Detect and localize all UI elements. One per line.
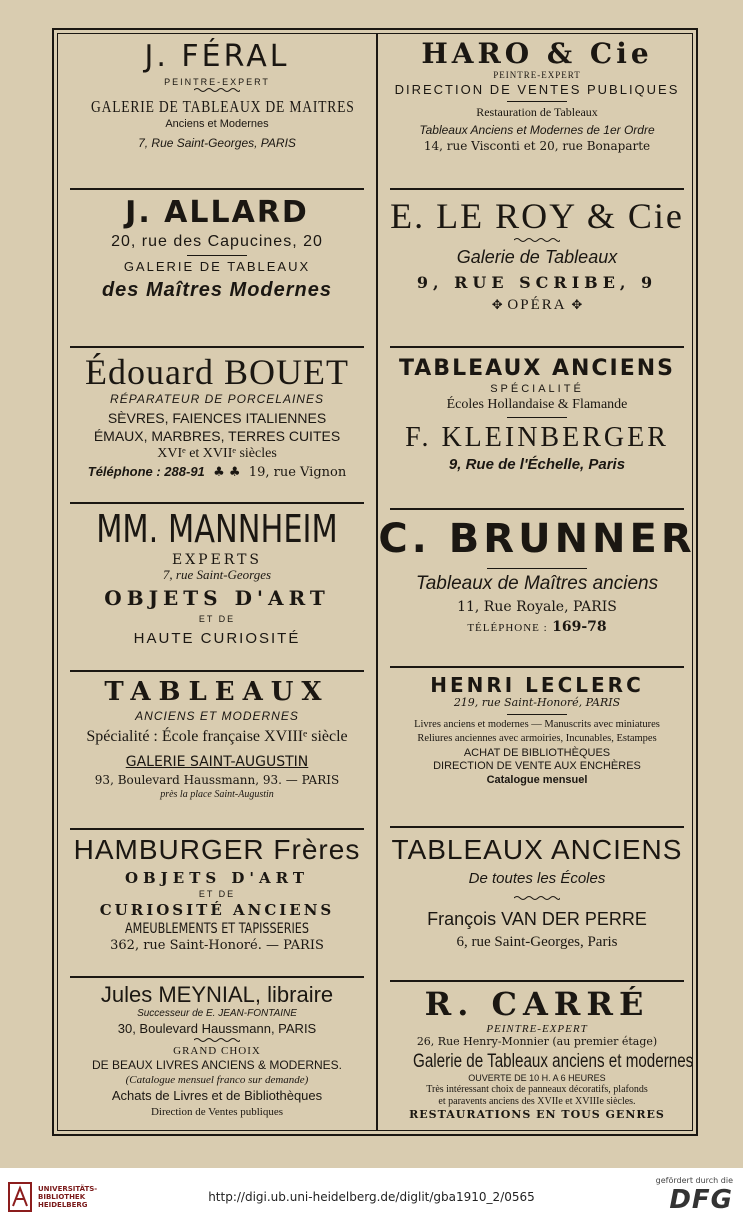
hamburger-objects: OBJETS D'ART	[124, 869, 310, 888]
short-rule	[507, 101, 567, 102]
meynial-name: Jules MEYNIAL, libraire	[100, 982, 334, 1007]
tableaux-title: TABLEAUX	[104, 678, 330, 707]
divider-rule	[70, 828, 364, 830]
divider-rule	[390, 980, 684, 982]
short-rule	[187, 255, 247, 256]
feral-address: 7, Rue Saint-Georges, PARIS	[138, 136, 296, 151]
bouet-line3: XVIᵉ et XVIIᵉ siècles	[157, 446, 277, 462]
wavy-ornament	[514, 895, 560, 901]
feral-gallery: GALERIE DE TABLEAUX DE MAITRES	[90, 96, 355, 116]
leclerc-line5: Catalogue mensuel	[486, 774, 588, 787]
ad-feral	[58, 38, 376, 188]
hamburger-et: ET DE	[198, 889, 236, 900]
meynial-books: DE BEAUX LIVRES ANCIENS & MODERNES.	[91, 1058, 343, 1073]
haro-direction: DIRECTION DE VENTES PUBLIQUES	[394, 81, 680, 97]
leroy-address: 9, RUE SCRIBE, 9	[416, 273, 658, 293]
wavy-ornament	[514, 237, 560, 243]
mannheim-name: MM. MANNHEIM	[96, 508, 338, 551]
kleinberger-name: F. KLEINBERGER	[405, 422, 669, 454]
brunner-name: C. BRUNNER	[378, 516, 696, 562]
carre-address: 26, Rue Henry-Monnier (au premier étage)	[416, 1035, 658, 1049]
carre-name: R. CARRÉ	[424, 986, 650, 1023]
brunner-phone-label: TÉLÉPHONE :	[467, 621, 548, 634]
perre-sub: De toutes les Écoles	[468, 870, 606, 888]
haro-name: HARO & Cie	[421, 38, 653, 70]
sponsor-caption: gefördert durch die	[655, 1176, 733, 1185]
carre-screens: et paravents anciens des XVIIe et XVIIIe siècles.	[438, 1095, 636, 1107]
ad-mannheim	[58, 508, 376, 668]
leroy-name: E. LE ROY & Cie	[390, 196, 684, 236]
divider-rule	[70, 346, 364, 348]
divider-rule	[70, 976, 364, 978]
carre-gallery: Galerie de Tableaux anciens et modernes	[413, 1051, 694, 1073]
haro-restoration: Restauration de Tableaux	[476, 105, 598, 120]
brunner-sub: Tableaux de Maîtres anciens	[415, 573, 659, 594]
ad-carre	[378, 986, 696, 1130]
hamburger-furnish: AMEUBLEMENTS ET TAPISSERIES	[125, 921, 309, 938]
meynial-address: 30, Boulevard Haussmann, PARIS	[117, 1020, 317, 1036]
tableaux-sub: ANCIENS ET MODERNES	[135, 708, 299, 723]
ad-hamburger	[58, 834, 376, 976]
ad-leroy	[378, 196, 696, 346]
meynial-choice: GRAND CHOIX	[173, 1044, 261, 1057]
leclerc-name: HENRI LECLERC	[430, 674, 644, 697]
brunner-address: 11, Rue Royale, PARIS	[457, 598, 617, 615]
advertisement-frame	[52, 28, 698, 1136]
haro-address: 14, rue Visconti et 20, rue Bonaparte	[423, 139, 651, 154]
ad-bouet	[58, 352, 376, 500]
hamburger-name: HAMBURGER Frères	[73, 834, 361, 865]
perre-name: François VAN DER PERRE	[427, 909, 647, 930]
feral-sub: Anciens et Modernes	[165, 118, 269, 131]
leclerc-line3: ACHAT DE BIBLIOTHÈQUES	[463, 746, 611, 759]
left-column	[58, 34, 376, 1130]
leclerc-line4: DIRECTION DE VENTE AUX ENCHÈRES	[433, 760, 641, 773]
bouet-line1: SÈVRES, FAIENCES ITALIENNES	[107, 410, 327, 427]
ad-leclerc	[378, 674, 696, 824]
short-rule	[507, 714, 567, 715]
leclerc-line2: Reliures anciennes avec armoiries, Incunables, Estampes	[417, 732, 657, 744]
tableaux-address: 93, Boulevard Haussmann, 93. — PARIS	[94, 773, 340, 788]
library-line2: BIBLIOTHEK	[38, 1192, 86, 1201]
leclerc-address: 219, rue Saint-Honoré, PARIS	[453, 696, 621, 709]
carre-hours: OUVERTE DE 10 H. A 6 HEURES	[468, 1072, 606, 1083]
carre-choice: Très intéressant choix de panneaux décoratifs, plafonds	[426, 1084, 648, 1096]
tableaux-specialty: Spécialité : École française XVIIIᵉ siècle	[86, 727, 348, 745]
ad-tableaux-augustin	[58, 678, 376, 828]
divider-rule	[70, 670, 364, 672]
allard-name: J. ALLARD	[125, 196, 309, 230]
tableaux-gallery: GALERIE SAINT-AUGUSTIN	[125, 754, 309, 771]
perre-address: 6, rue Saint-Georges, Paris	[456, 934, 618, 951]
divider-rule	[390, 508, 684, 510]
frame-inner-border	[57, 33, 696, 1131]
hamburger-address: 362, rue Saint-Honoré. — PARIS	[110, 938, 324, 954]
allard-gallery: GALERIE DE TABLEAUX	[123, 258, 311, 274]
ad-meynial	[58, 982, 376, 1130]
wavy-ornament	[194, 87, 240, 93]
crown-ornament-icon: ♣ ♣	[208, 465, 245, 481]
allard-address: 20, rue des Capucines, 20	[111, 232, 323, 250]
flourish-icon: ✥	[571, 298, 583, 314]
feral-role: PEINTRE-EXPERT	[164, 76, 270, 87]
divider-rule	[390, 188, 684, 190]
ad-allard	[58, 196, 376, 346]
kleinberger-address: 9, Rue de l'Échelle, Paris	[448, 456, 626, 474]
short-rule	[487, 568, 587, 569]
allard-tagline: des Maîtres Modernes	[101, 278, 333, 301]
mannheim-address: 7, rue Saint-Georges	[162, 566, 272, 582]
brunner-phone: 169-78	[552, 618, 607, 635]
ad-van-der-perre	[378, 834, 696, 980]
flourish-icon: ✥	[491, 298, 503, 314]
haro-role: PEINTRE-EXPERT	[493, 70, 581, 81]
dfg-logo: DFG	[669, 1185, 733, 1215]
mannheim-role: EXPERTS	[171, 551, 263, 568]
leroy-gallery: Galerie de Tableaux	[456, 247, 618, 268]
leroy-opera: OPÉRA	[507, 297, 567, 314]
divider-rule	[390, 346, 684, 348]
divider-rule	[390, 826, 684, 828]
hamburger-curio: CURIOSITÉ ANCIENS	[99, 900, 335, 919]
ad-brunner	[378, 516, 696, 666]
meynial-buy: Achats de Livres et de Bibliothèques	[111, 1087, 323, 1103]
mannheim-curio: HAUTE CURIOSITÉ	[133, 630, 301, 648]
ad-haro	[378, 38, 696, 188]
kleinberger-schools: Écoles Hollandaise & Flamande	[446, 396, 628, 412]
divider-rule	[70, 502, 364, 504]
divider-rule	[70, 188, 364, 190]
bouet-phone: Téléphone : 288-91	[87, 464, 205, 480]
kleinberger-title: TABLEAUX ANCIENS	[398, 356, 676, 381]
carre-role: PEINTRE-EXPERT	[486, 1022, 588, 1035]
meynial-successor: Successeur de E. JEAN-FONTAINE	[137, 1008, 297, 1020]
library-line1: UNIVERSITÄTS-	[38, 1184, 98, 1193]
mannheim-objects: OBJETS D'ART	[104, 585, 330, 610]
viewer-footer	[0, 1168, 743, 1224]
bouet-role: RÉPARATEUR DE PORCELAINES	[110, 392, 324, 407]
bouet-name: Édouard BOUET	[85, 352, 349, 392]
tableaux-near: près la place Saint-Augustin	[160, 788, 274, 800]
haro-paintings: Tableaux Anciens et Modernes de 1er Ordre	[419, 123, 655, 138]
carre-restore: RESTAURATIONS EN TOUS GENRES	[409, 1108, 665, 1122]
ad-kleinberger	[378, 356, 696, 500]
bouet-line2: ÉMAUX, MARBRES, TERRES CUITES	[93, 428, 341, 445]
short-rule	[507, 417, 567, 418]
digital-library-url[interactable]: http://digi.ub.uni-heidelberg.de/diglit/gba1910_2/0565	[208, 1190, 535, 1204]
wavy-ornament	[194, 1037, 240, 1043]
meynial-catalogue: (Catalogue mensuel franco sur demande)	[125, 1074, 309, 1087]
right-column	[378, 34, 696, 1130]
mannheim-et: ET DE	[198, 613, 236, 624]
sponsor-logo[interactable]	[656, 1176, 733, 1215]
divider-rule	[390, 666, 684, 668]
perre-title: TABLEAUX ANCIENS	[391, 834, 683, 865]
library-line3: HEIDELBERG	[38, 1201, 88, 1210]
kleinberger-specialty: SPÉCIALITÉ	[490, 383, 584, 396]
feral-name: J. FÉRAL	[144, 39, 290, 74]
bouet-address: 19, rue Vignon	[248, 465, 347, 481]
leclerc-line1: Livres anciens et modernes — Manuscrits avec miniatures	[414, 718, 660, 730]
meynial-sales: Direction de Ventes publiques	[150, 1105, 284, 1118]
